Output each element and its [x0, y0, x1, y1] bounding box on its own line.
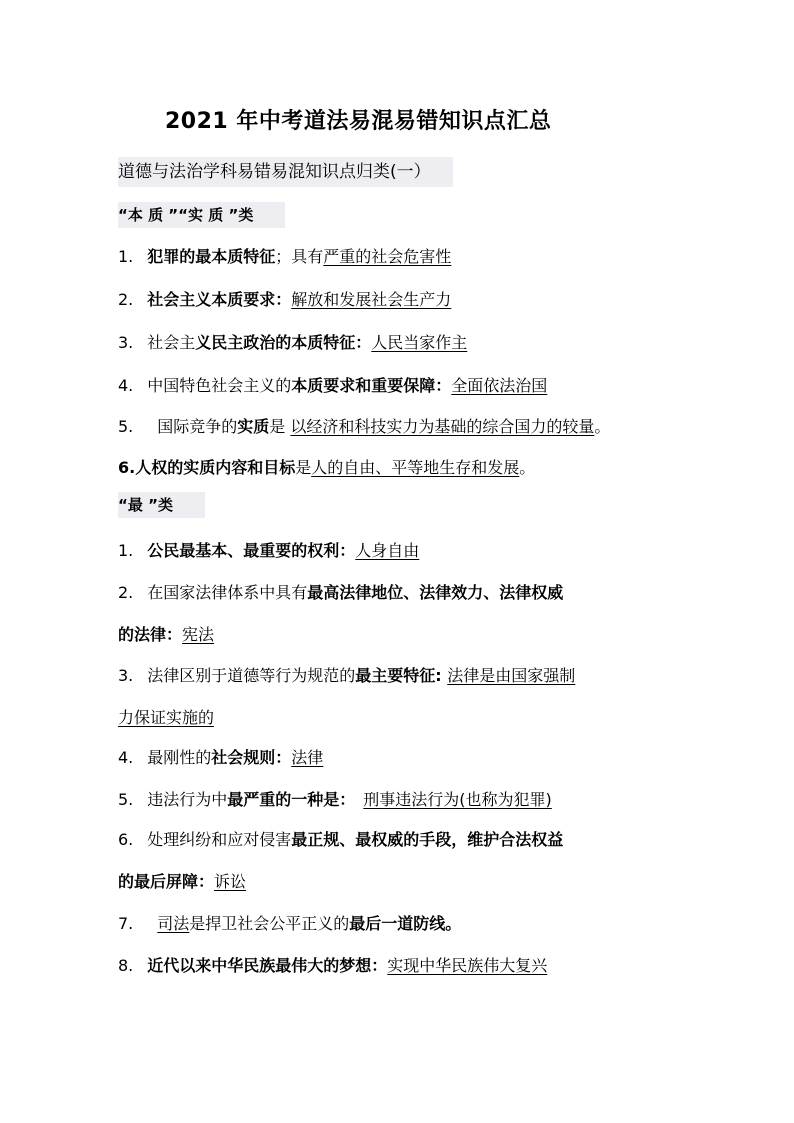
item-text: 国际竞争的: [157, 417, 238, 436]
document-subtitle: 道德与法治学科易错易混知识点归类(一）: [118, 157, 453, 187]
most-item-6: [118, 827, 563, 850]
item-answer: 全面依法治国: [451, 376, 548, 395]
item-term: 的最后屏障：: [118, 872, 215, 891]
item-answer: 实现中华民族伟大复兴: [387, 956, 548, 975]
item-term: 最正规、最权威的手段，维护合法权益: [291, 830, 564, 849]
most-item-3-cont: [118, 705, 214, 728]
most-item-2-cont: [118, 622, 214, 645]
item-text: ；具有: [275, 247, 324, 266]
item-punct: 。: [519, 458, 536, 477]
item-number: 2.: [118, 290, 134, 309]
item-answer: 诉讼: [214, 872, 247, 891]
item-term: 最高法律地位、法律效力、法律权威: [307, 583, 564, 602]
item-number: 2.: [118, 583, 134, 602]
item-answer: 宪法: [182, 625, 215, 644]
item-text: 中国特色社会主义的: [147, 376, 292, 395]
item-text: 社会主: [147, 333, 196, 352]
item-answer: 法律: [291, 748, 324, 767]
item-answer: 力保证实施的: [118, 708, 215, 727]
item-number: 3.: [118, 666, 134, 685]
item-number: 6.: [118, 830, 134, 849]
item-term: 实质: [237, 417, 270, 436]
most-item-8: [118, 953, 547, 976]
item-answer: 人民当家作主: [371, 333, 468, 352]
item-term: 社会规则：: [211, 748, 292, 767]
essence-item-4: [118, 373, 547, 396]
item-term: 近代以来中华民族最伟大的梦想：: [147, 956, 388, 975]
most-item-3: [118, 663, 575, 686]
essence-item-3: [118, 330, 467, 353]
item-term: 犯罪的最本质特征: [147, 247, 276, 266]
essence-item-5: [118, 414, 610, 437]
most-item-6-cont: [118, 869, 246, 892]
item-answer: 刑事违法行为(也称为犯罪): [363, 790, 552, 809]
item-text: 在国家法律体系中具有: [147, 583, 308, 602]
essence-item-1: [118, 244, 451, 267]
item-term: 人权的实质内容和目标: [135, 458, 296, 477]
item-text: 是: [269, 417, 291, 436]
item-number: 8.: [118, 956, 134, 975]
item-answer: 解放和发展社会生产力: [291, 290, 452, 309]
item-text: 处理纠纷和应对侵害: [147, 830, 292, 849]
document-title: 2021 年中考道法易混易错知识点汇总: [165, 109, 552, 134]
item-answer: 严重的社会危害性: [323, 247, 452, 266]
item-number: 4.: [118, 376, 134, 395]
item-answer: 以经济和科技实力为基础的综合国力的较量: [290, 417, 595, 436]
item-term: 最严重的一种是：: [227, 790, 356, 809]
most-item-5: [118, 787, 552, 810]
most-item-1: [118, 538, 419, 561]
most-item-7: [118, 911, 461, 934]
item-answer: 司法: [157, 914, 190, 933]
most-item-4: [118, 745, 323, 768]
item-term: 的法律：: [118, 625, 183, 644]
item-text: 是: [295, 458, 312, 477]
item-answer: 人身自由: [355, 541, 420, 560]
item-term: 本质要求和重要保障：: [291, 376, 452, 395]
item-number: 4.: [118, 748, 134, 767]
item-answer: 人的自由、平等地生存和发展: [311, 458, 520, 477]
item-text: 法律区别于道德等行为规范的: [147, 666, 356, 685]
item-number: 5.: [118, 790, 134, 809]
item-number: 5.: [118, 417, 134, 436]
item-punct: :: [435, 666, 448, 685]
item-text: 违法行为中: [147, 790, 228, 809]
essence-item-6: [118, 455, 535, 478]
section-heading-essence: “本 质 ”“实 质 ”类: [118, 202, 285, 228]
item-number: 1.: [118, 541, 134, 560]
item-text: 是捍卫社会公平正义的: [189, 914, 350, 933]
item-number: 1.: [118, 247, 134, 266]
item-answer: 法律是由国家强制: [447, 666, 576, 685]
item-term: 公民最基本、最重要的权利：: [147, 541, 356, 560]
item-number: 3.: [118, 333, 134, 352]
section-heading-most: “最 ”类: [118, 492, 205, 518]
item-term: 社会主义本质要求：: [147, 290, 292, 309]
essence-item-2: [118, 287, 451, 310]
item-term: 最后一道防线。: [349, 914, 462, 933]
item-number: 7.: [118, 914, 134, 933]
item-number: 6.: [118, 458, 136, 477]
item-punct: 。: [594, 417, 611, 436]
most-item-2: [118, 580, 563, 603]
item-term: 最主要特征: [355, 666, 436, 685]
item-term: 义民主政治的本质特征：: [195, 333, 372, 352]
item-text: 最刚性的: [147, 748, 212, 767]
